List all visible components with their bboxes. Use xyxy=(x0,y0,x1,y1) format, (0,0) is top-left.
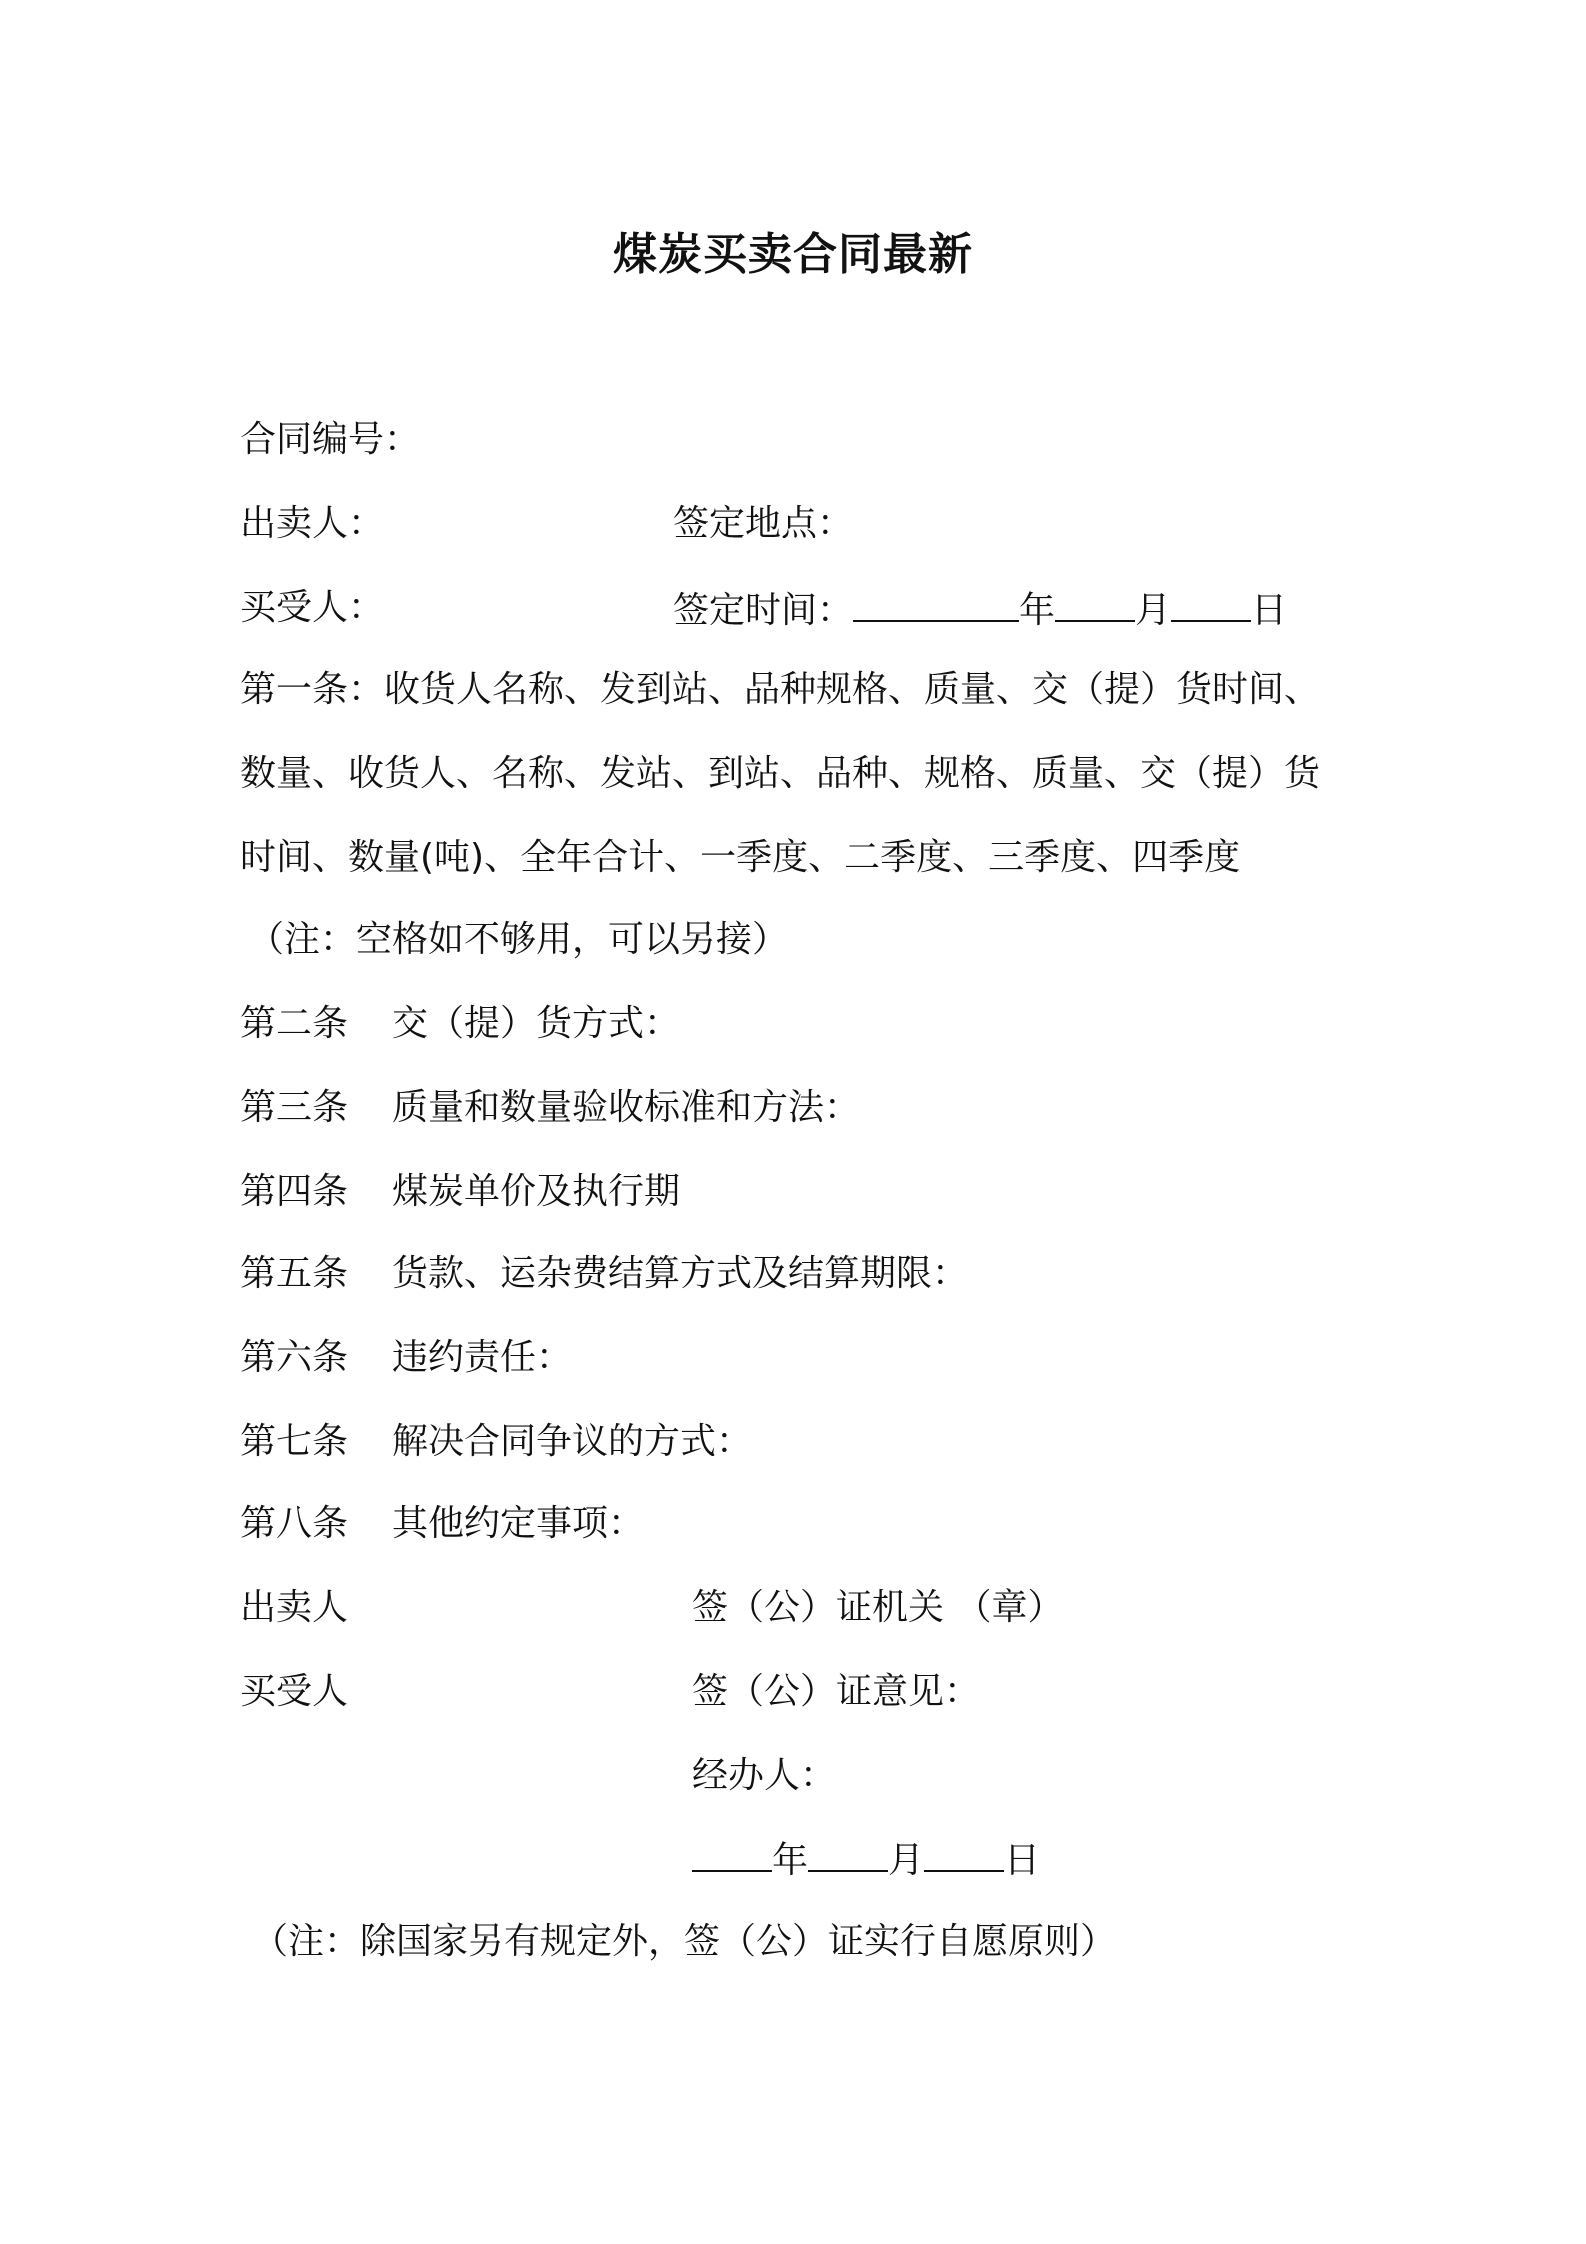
article-text: 解决合同争议的方式： xyxy=(392,1421,753,1462)
day-label: 日 xyxy=(1251,590,1288,631)
day-blank xyxy=(1171,586,1251,622)
article1-line3: 时间、数量(吨)、全年合计、一季度、二季度、三季度、四季度 xyxy=(240,837,1241,878)
article1-line2: 数量、收货人、名称、发站、到站、品种、规格、质量、交（提）货 xyxy=(240,753,1321,794)
article-4 xyxy=(240,1170,680,1214)
article-7 xyxy=(240,1420,752,1464)
article-label: 第六条 xyxy=(240,1337,349,1378)
notary-opinion-label: 签（公）证意见： xyxy=(692,1671,981,1712)
signature-buyer-label: 买受人 xyxy=(240,1671,349,1712)
sig-day-label: 日 xyxy=(1004,1840,1041,1881)
article-label: 第二条 xyxy=(240,1003,349,1044)
sig-month-label: 月 xyxy=(888,1840,925,1881)
article-label: 第八条 xyxy=(240,1503,349,1544)
article-label: 第四条 xyxy=(240,1171,349,1212)
article-label: 第七条 xyxy=(240,1421,349,1462)
month-blank xyxy=(1055,586,1135,622)
article-text: 煤炭单价及执行期 xyxy=(392,1171,681,1212)
signature-seller-label: 出卖人 xyxy=(240,1587,349,1628)
article-label: 第五条 xyxy=(240,1253,349,1294)
signature-date-row xyxy=(692,1836,1040,1883)
article-text: 其他约定事项： xyxy=(392,1503,645,1544)
contract-number-label: 合同编号： xyxy=(240,419,421,460)
sig-year-blank xyxy=(692,1836,772,1872)
article-2 xyxy=(240,1002,680,1046)
year-blank xyxy=(853,586,1019,622)
article-text: 违约责任： xyxy=(392,1337,573,1378)
article-text: 交（提）货方式： xyxy=(392,1003,681,1044)
sign-time-label: 签定时间： xyxy=(673,590,854,631)
article1-line1: 第一条：收货人名称、发到站、品种规格、质量、交（提）货时间、 xyxy=(240,669,1321,710)
article1-note: （注：空格如不够用，可以另接） xyxy=(248,919,789,960)
sign-place-label: 签定地点： xyxy=(673,503,854,544)
year-label: 年 xyxy=(1019,590,1056,631)
document-title: 煤炭买卖合同最新 xyxy=(613,229,973,280)
seller-label: 出卖人： xyxy=(240,503,385,544)
article-text: 货款、运杂费结算方式及结算期限： xyxy=(392,1253,969,1294)
sig-year-label: 年 xyxy=(772,1840,809,1881)
buyer-label: 买受人： xyxy=(240,587,385,628)
sig-month-blank xyxy=(808,1836,888,1872)
handler-label: 经办人： xyxy=(692,1755,837,1796)
footer-note: （注：除国家另有规定外，签（公）证实行自愿原则） xyxy=(252,1921,1117,1962)
article-text: 质量和数量验收标准和方法： xyxy=(392,1087,861,1128)
article-6 xyxy=(240,1336,572,1380)
month-label: 月 xyxy=(1135,590,1172,631)
sig-day-blank xyxy=(924,1836,1004,1872)
notary-office-label: 签（公）证机关 （章） xyxy=(692,1587,1064,1628)
article-5 xyxy=(240,1252,968,1296)
article-label: 第三条 xyxy=(240,1087,349,1128)
sign-time-row xyxy=(673,586,1287,633)
article-8 xyxy=(240,1502,644,1546)
article-3 xyxy=(240,1086,860,1130)
